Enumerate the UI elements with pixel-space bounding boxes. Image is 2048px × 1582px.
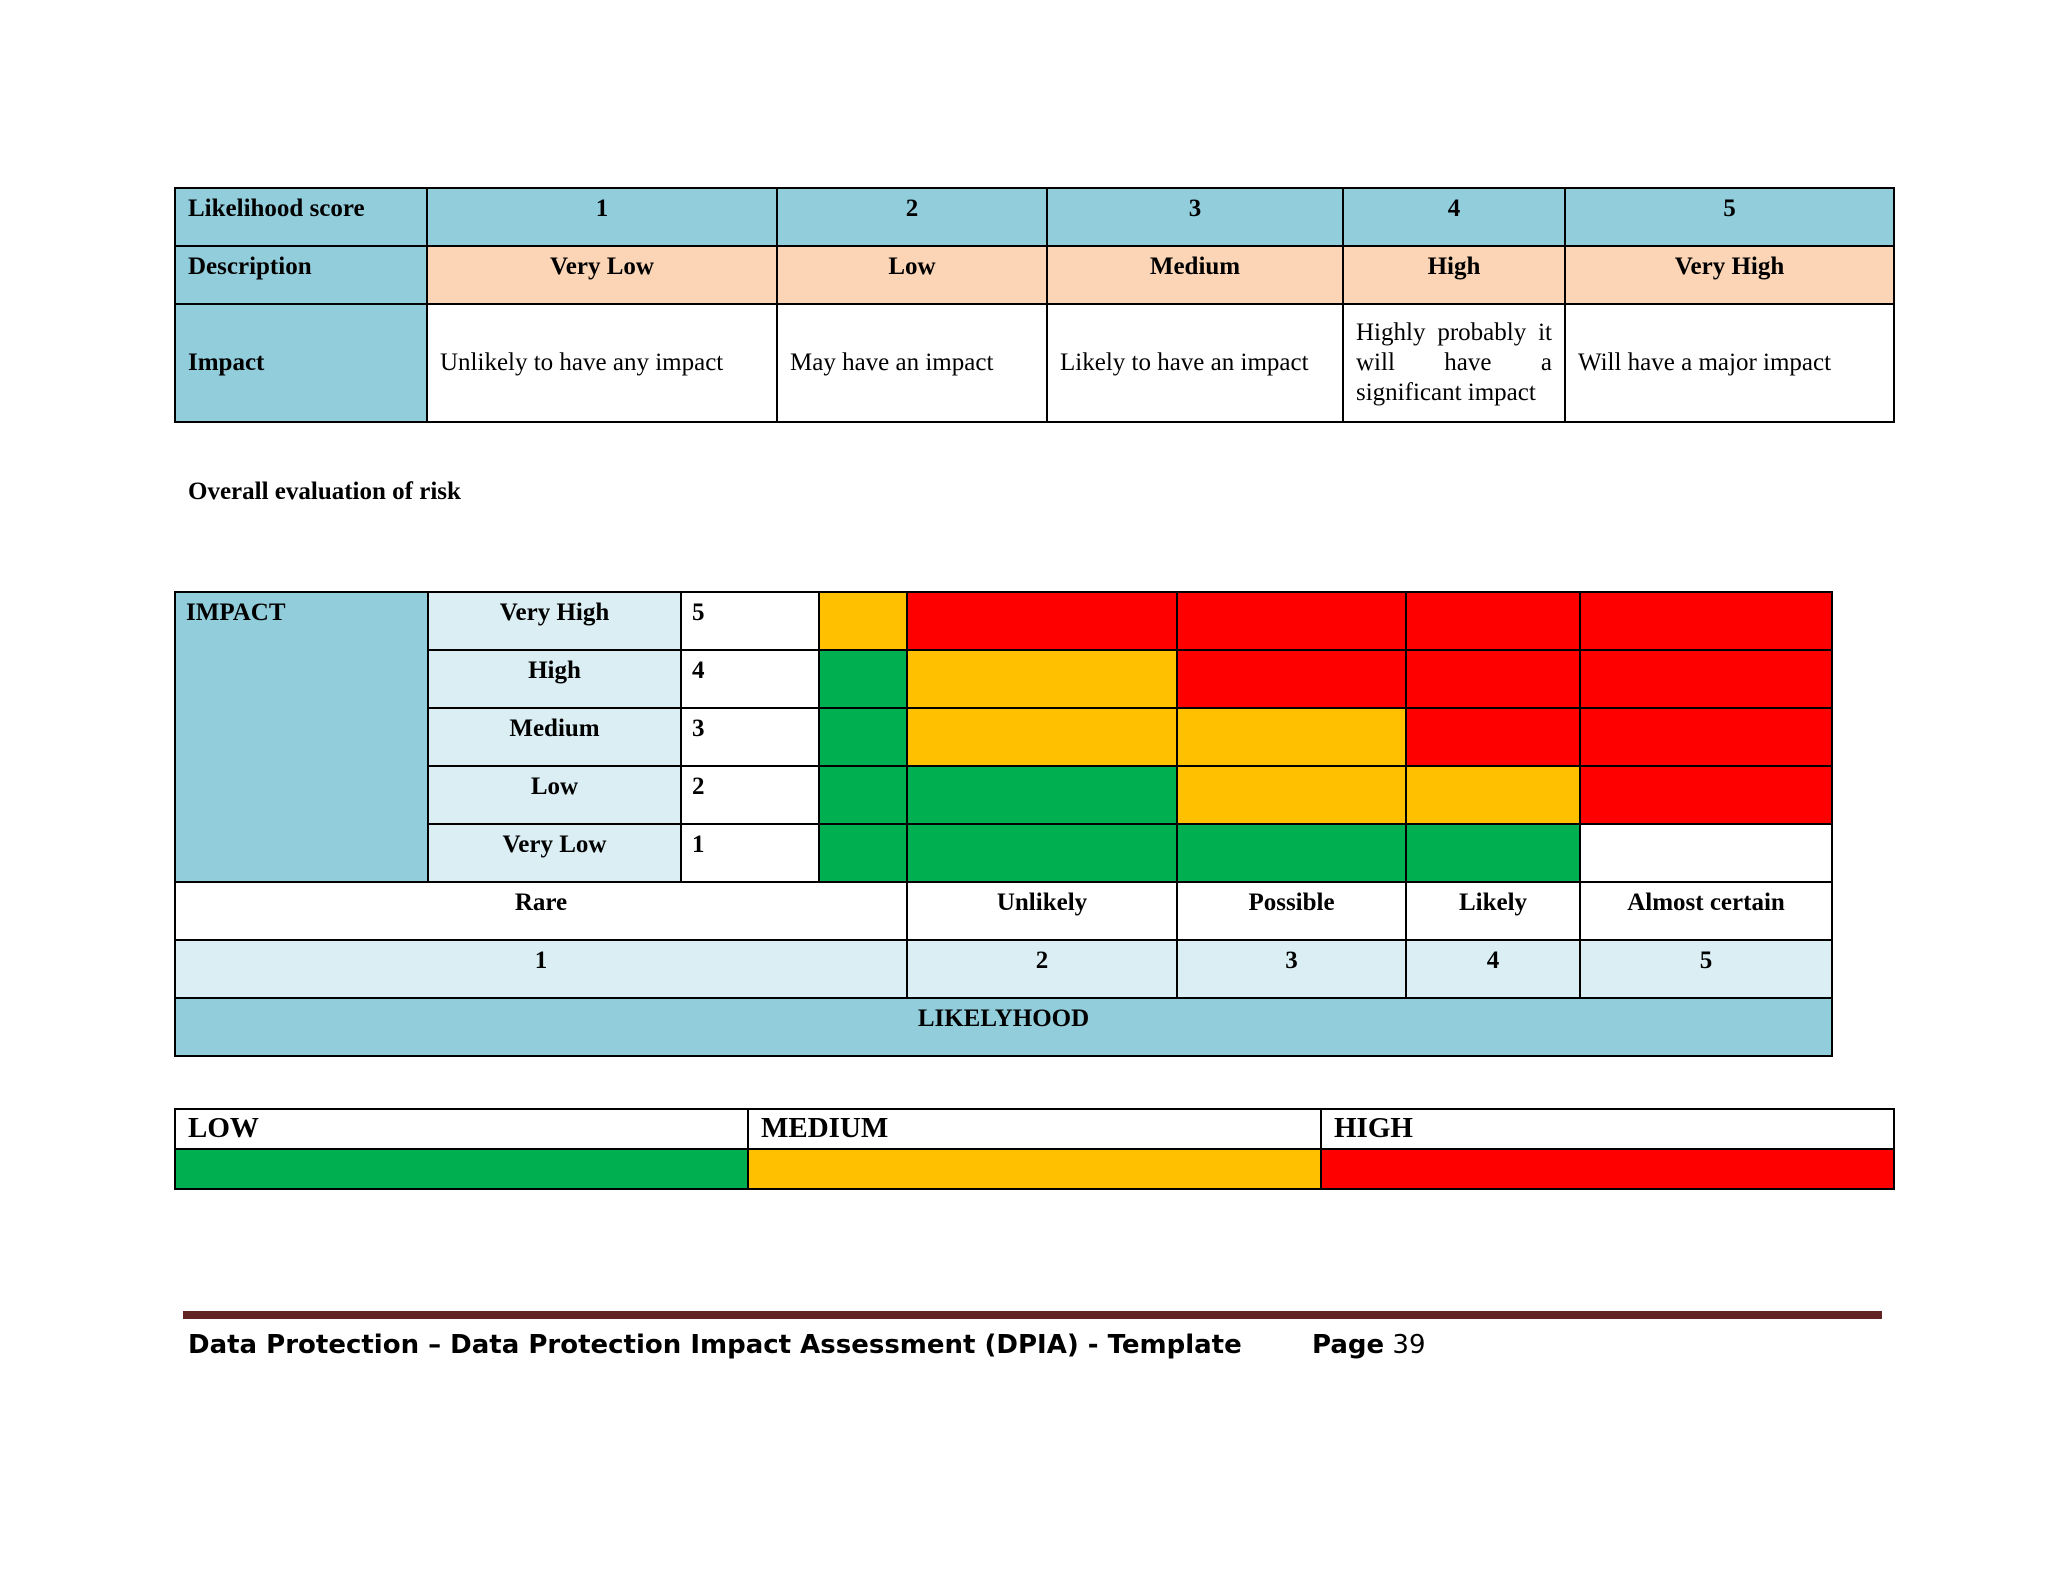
impact-level-label: High	[428, 650, 681, 708]
impact-very-high: Will have a major impact	[1565, 304, 1894, 422]
impact-very-low: Unlikely to have any impact	[427, 304, 777, 422]
impact-high: Highly probably it will have a significant impact	[1343, 304, 1565, 422]
likelihood-score-1: 1	[427, 188, 777, 246]
impact-level-label: Very High	[428, 592, 681, 650]
risk-cell	[819, 592, 907, 650]
likelihood-score: 2	[907, 940, 1177, 998]
footer-divider	[183, 1311, 1882, 1319]
impact-row	[175, 304, 1894, 422]
impact-low: May have an impact	[777, 304, 1047, 422]
likelihood-score-3: 3	[1047, 188, 1343, 246]
risk-cell	[819, 766, 907, 824]
likelihood-score-4: 4	[1343, 188, 1565, 246]
likelihood-possible: Possible	[1177, 882, 1406, 940]
risk-matrix-table	[174, 591, 1833, 1057]
likelihood-score: 3	[1177, 940, 1406, 998]
description-high: High	[1343, 246, 1565, 304]
likelihood-score: 5	[1580, 940, 1832, 998]
risk-cell	[1406, 766, 1580, 824]
risk-cell	[1406, 708, 1580, 766]
impact-medium: Likely to have an impact	[1047, 304, 1343, 422]
risk-cell	[819, 650, 907, 708]
risk-cell	[1580, 650, 1832, 708]
risk-cell	[1580, 824, 1832, 882]
risk-cell	[907, 708, 1177, 766]
description-header: Description	[175, 246, 427, 304]
likelihood-label-row	[175, 882, 1832, 940]
impact-level-label: Medium	[428, 708, 681, 766]
risk-cell	[1406, 592, 1580, 650]
legend-medium-label: MEDIUM	[748, 1109, 1321, 1149]
impact-level-label: Very Low	[428, 824, 681, 882]
legend-swatch-row	[175, 1149, 1894, 1189]
risk-cell	[907, 824, 1177, 882]
page-label: Page	[1312, 1330, 1385, 1360]
likelihood-score-table	[174, 187, 1895, 423]
footer-page-number	[1312, 1330, 1426, 1360]
impact-level-score: 3	[681, 708, 819, 766]
likelihood-score-header: Likelihood score	[175, 188, 427, 246]
likelihood-score-row-matrix	[175, 940, 1832, 998]
risk-cell	[1177, 592, 1406, 650]
likelihood-unlikely: Unlikely	[907, 882, 1177, 940]
legend-label-row	[175, 1109, 1894, 1149]
risk-cell	[1580, 708, 1832, 766]
likelihood-score-2: 2	[777, 188, 1047, 246]
likelihood-axis-label: LIKELYHOOD	[175, 998, 1832, 1056]
risk-legend	[174, 1108, 1895, 1190]
description-low: Low	[777, 246, 1047, 304]
legend-low-swatch	[175, 1149, 748, 1189]
impact-level-score: 2	[681, 766, 819, 824]
risk-cell	[819, 824, 907, 882]
footer-title: Data Protection – Data Protection Impact Assessment (DPIA) - Template	[188, 1330, 1242, 1360]
description-very-high: Very High	[1565, 246, 1894, 304]
likelihood-almost-certain: Almost certain	[1580, 882, 1832, 940]
legend-medium-swatch	[748, 1149, 1321, 1189]
risk-cell	[1406, 824, 1580, 882]
likelihood-score: 1	[175, 940, 907, 998]
risk-cell	[1177, 708, 1406, 766]
impact-level-score: 4	[681, 650, 819, 708]
impact-axis-label: IMPACT	[175, 592, 428, 882]
risk-cell	[819, 708, 907, 766]
legend-low-label: LOW	[175, 1109, 748, 1149]
likelihood-score-5: 5	[1565, 188, 1894, 246]
likelihood-score: 4	[1406, 940, 1580, 998]
risk-cell	[907, 766, 1177, 824]
page-number: 39	[1392, 1330, 1426, 1360]
legend-high-label: HIGH	[1321, 1109, 1894, 1149]
risk-cell	[907, 592, 1177, 650]
risk-cell	[1580, 766, 1832, 824]
risk-cell	[1177, 824, 1406, 882]
overall-evaluation-title: Overall evaluation of risk	[188, 478, 461, 505]
likelihood-rare: Rare	[175, 882, 907, 940]
risk-cell	[1177, 650, 1406, 708]
impact-level-label: Low	[428, 766, 681, 824]
legend-high-swatch	[1321, 1149, 1894, 1189]
impact-level-score: 5	[681, 592, 819, 650]
risk-cell	[907, 650, 1177, 708]
risk-cell	[1580, 592, 1832, 650]
impact-level-row-5	[175, 592, 1832, 650]
risk-cell	[1177, 766, 1406, 824]
impact-header: Impact	[175, 304, 427, 422]
risk-cell	[1406, 650, 1580, 708]
description-row	[175, 246, 1894, 304]
likelihood-likely: Likely	[1406, 882, 1580, 940]
description-medium: Medium	[1047, 246, 1343, 304]
likelihood-score-row	[175, 188, 1894, 246]
likelihood-axis-row	[175, 998, 1832, 1056]
description-very-low: Very Low	[427, 246, 777, 304]
impact-level-score: 1	[681, 824, 819, 882]
